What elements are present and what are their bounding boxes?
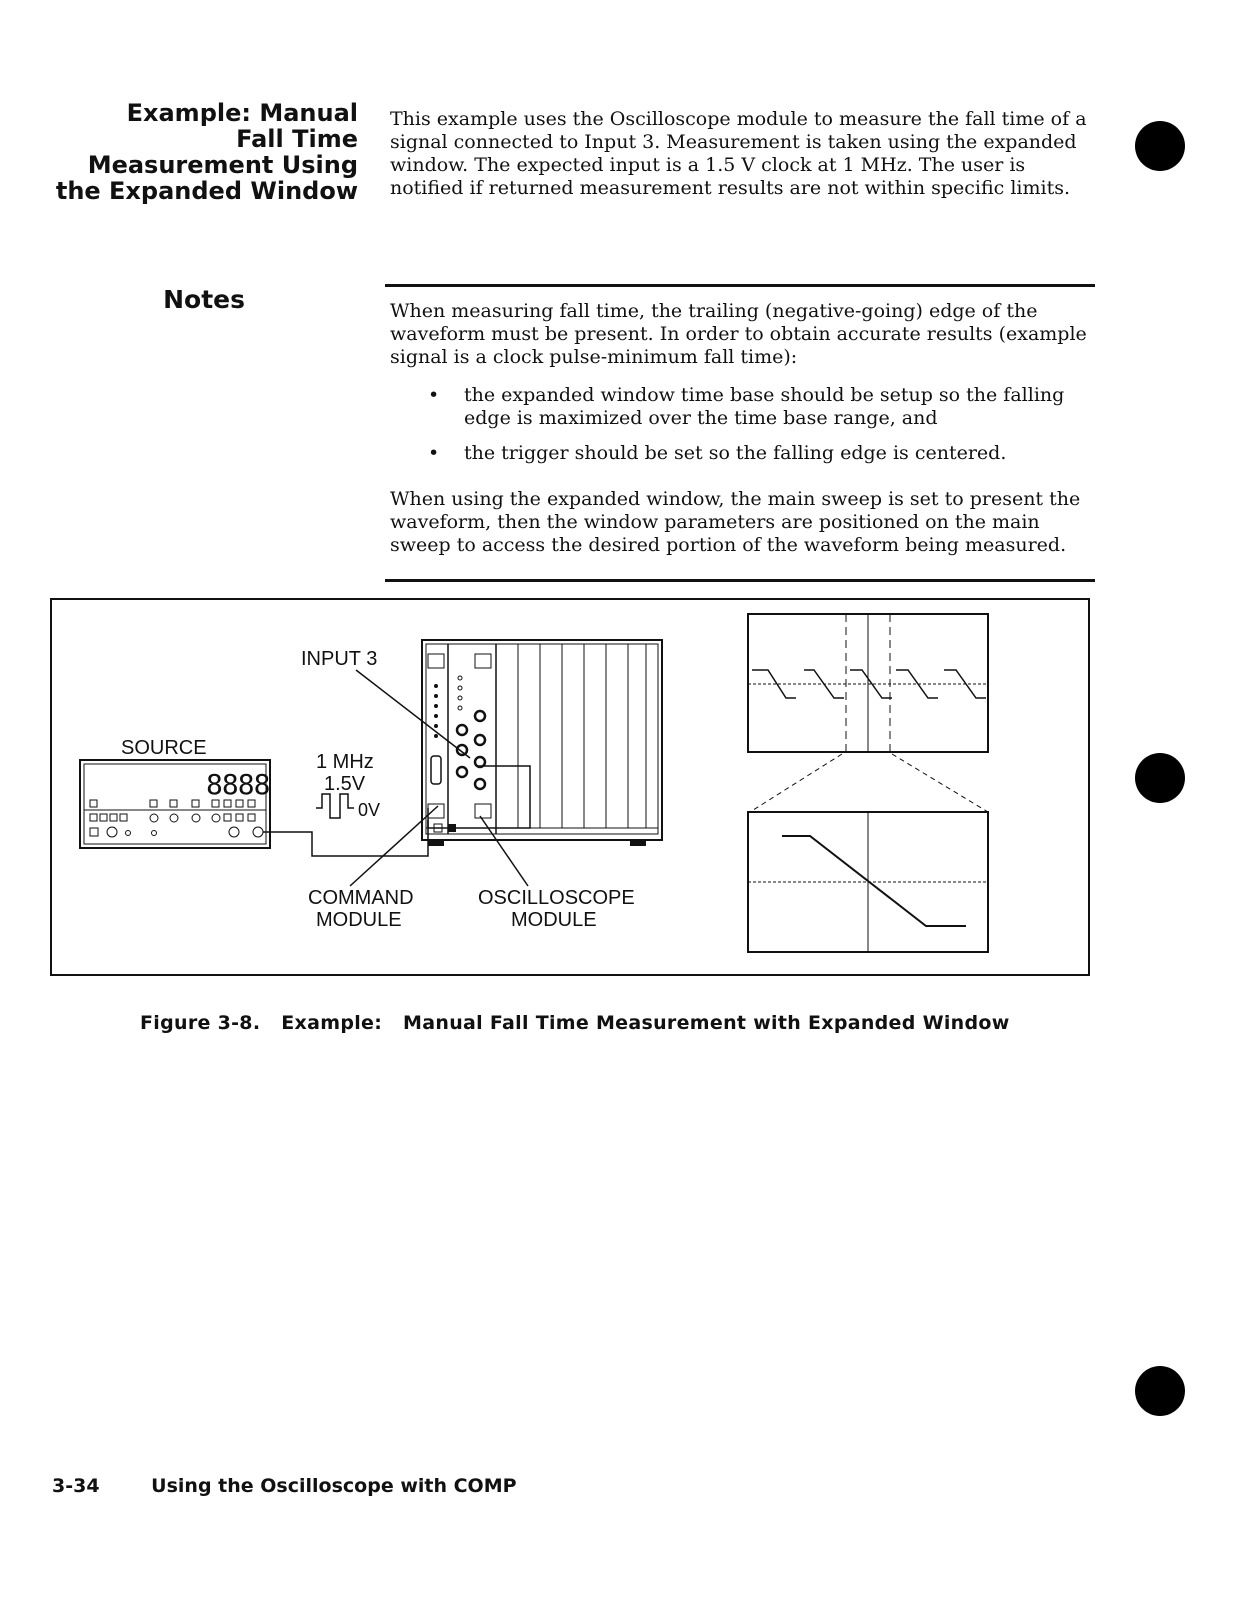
expanded-window-display: [748, 812, 988, 952]
command-module-label: COMMAND: [308, 887, 414, 909]
page-footer: [52, 1475, 517, 1497]
binder-hole-icon: [1135, 121, 1185, 171]
setup-diagram: [50, 598, 1090, 976]
leader-line: [356, 670, 470, 758]
list-item: [390, 442, 1090, 465]
source-label: SOURCE: [121, 737, 207, 759]
source-instrument: [80, 737, 270, 848]
main-sweep-display: [748, 614, 988, 752]
clock-waveform-icon: [316, 794, 354, 818]
notes-paragraph: When measuring fall time, the trailing (negative-going) edge of the waveform must be present. In order to obtain accurate results (example signal is a clock pulse-minimum fall time):: [390, 300, 1087, 368]
bullet-icon: •: [428, 442, 440, 464]
input-label: INPUT 3: [301, 648, 378, 670]
vxi-mainframe: [422, 640, 662, 846]
section-heading-line: Measurement Using: [87, 151, 358, 179]
section-rule: [385, 284, 1095, 287]
notes-heading: Notes: [163, 285, 245, 314]
amplitude-label: 1.5V: [324, 773, 366, 795]
intro-paragraph: This example uses the Oscilloscope module to measure the fall time of a signal connected to Input 3. Measurement is taken using the expanded window. The expected input is a 1.5 V clock at 1 MHz. The user is notified if returned measurement results are not within specific limits.: [390, 108, 1087, 199]
zero-level-label: 0V: [358, 800, 381, 820]
oscilloscope-module-label: MODULE: [511, 909, 597, 931]
section-heading: [40, 100, 358, 204]
section-rule: [385, 579, 1095, 582]
zoom-guide-line: [892, 754, 988, 812]
figure-caption: [140, 1012, 1040, 1034]
signal-cable: [263, 808, 428, 856]
oscilloscope-module-label: OSCILLOSCOPE: [478, 887, 635, 909]
binder-hole-icon: [1135, 753, 1185, 803]
command-module-label: MODULE: [316, 909, 402, 931]
section-heading-line: the Expanded Window: [55, 177, 358, 205]
zoom-guide-line: [750, 754, 842, 812]
frequency-label: 1 MHz: [316, 751, 374, 773]
binder-hole-icon: [1135, 1366, 1185, 1416]
caption-number: Figure 3-8.: [140, 1012, 261, 1034]
section-heading-line: Fall Time: [236, 125, 358, 153]
section-heading-line: Example: Manual: [126, 99, 358, 127]
caption-label: Example:: [281, 1012, 383, 1034]
notes-paragraph: When using the expanded window, the main sweep is set to present the waveform, then the window parameters are positioned on the main sweep to access the desired portion of the waveform being measured.: [390, 488, 1081, 556]
list-item: [390, 384, 1090, 430]
signal-cable: [428, 766, 530, 828]
bullet-text: the trigger should be set so the falling edge is centered.: [464, 442, 1007, 464]
notes-bullet-list: [390, 384, 1090, 477]
source-display: 8888: [206, 768, 270, 801]
page-number: 3-34: [52, 1475, 100, 1497]
leader-line: [480, 816, 528, 886]
caption-title: Manual Fall Time Measurement with Expanded Window: [403, 1012, 1010, 1034]
bullet-icon: •: [428, 384, 440, 406]
footer-title: Using the Oscilloscope with COMP: [151, 1475, 517, 1497]
bullet-text: the expanded window time base should be setup so the falling edge is maximized over the time base range, and: [464, 384, 1065, 429]
